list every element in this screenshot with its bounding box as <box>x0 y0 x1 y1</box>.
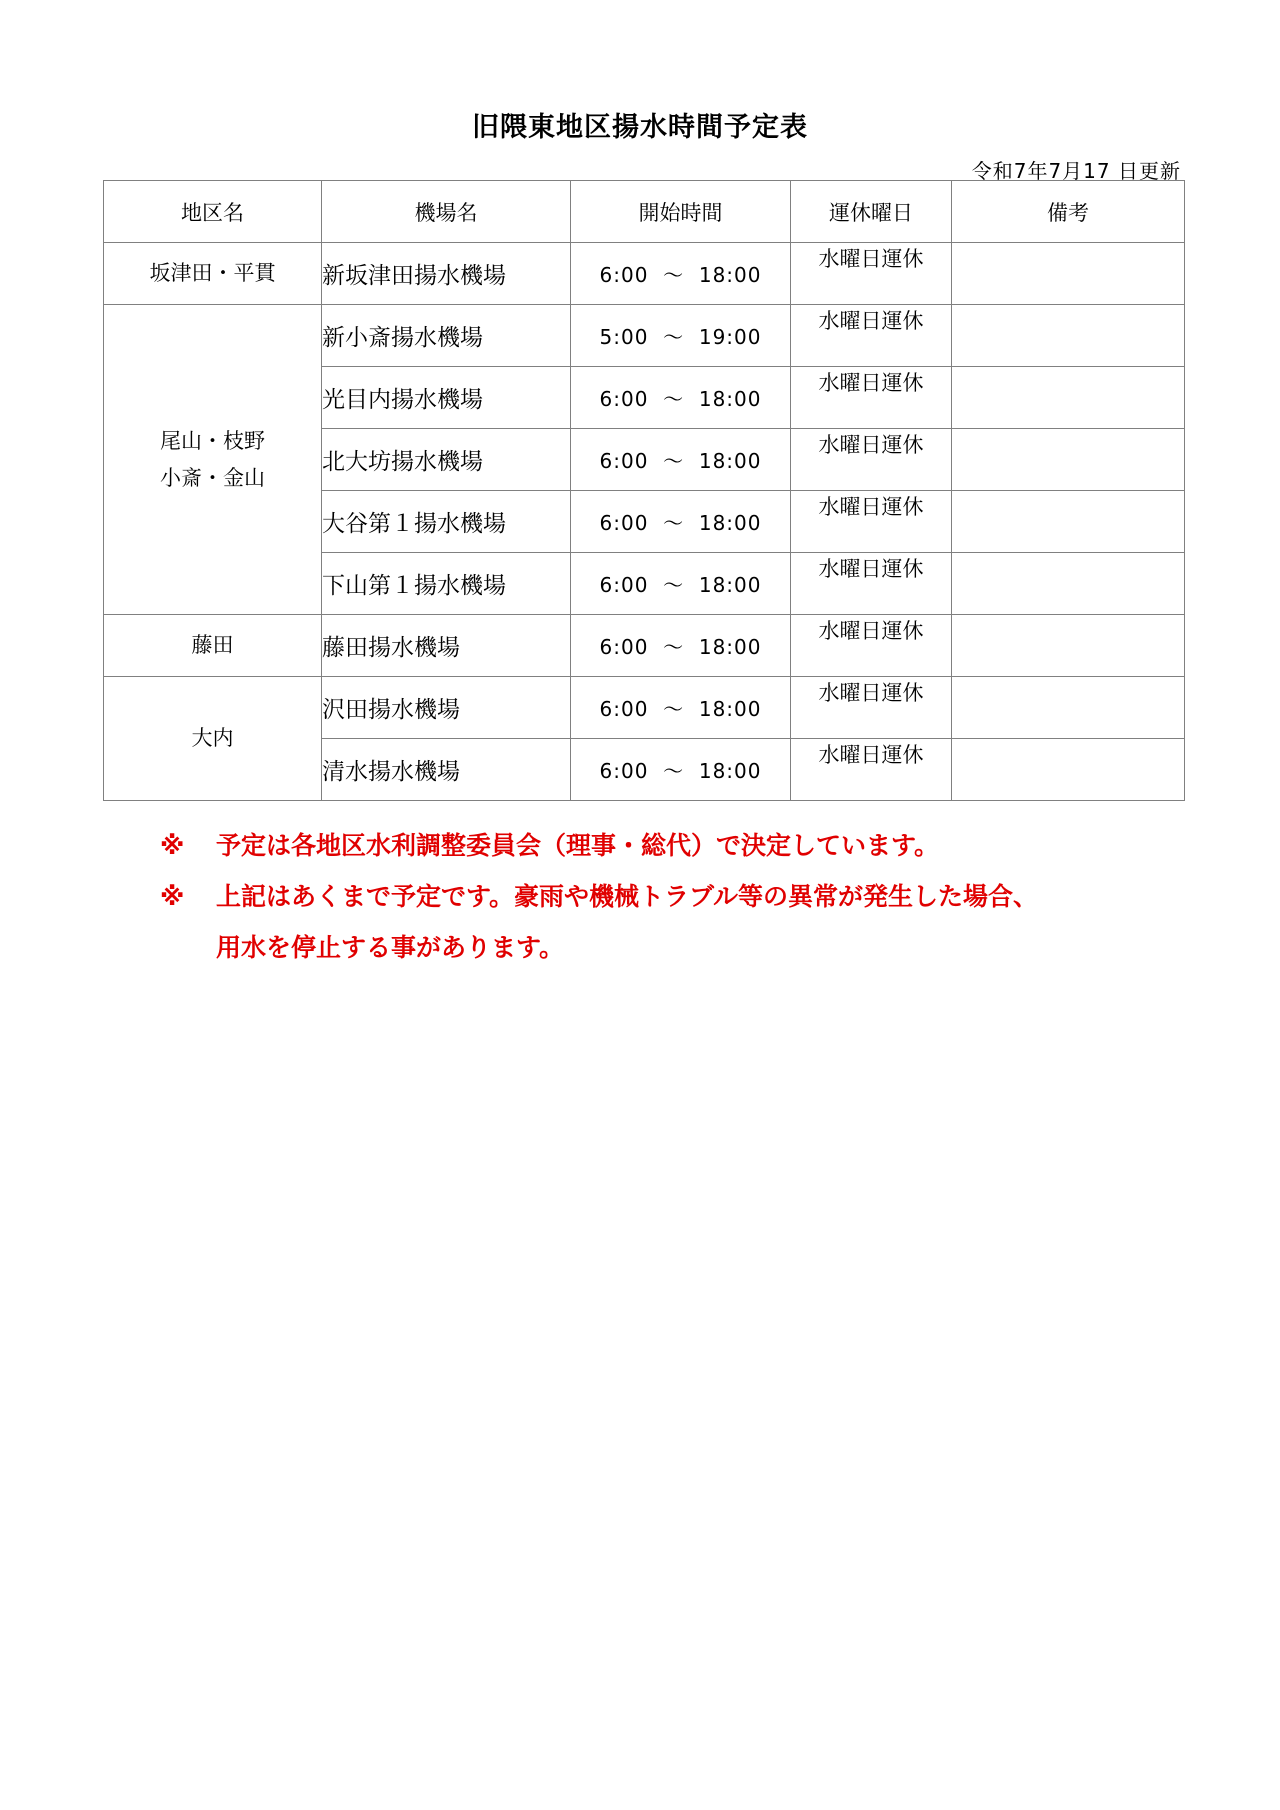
header-notes: 備考 <box>952 181 1185 243</box>
station-name: 光目内揚水機場 <box>322 367 571 429</box>
operating-time: 6:00 ～ 18:00 <box>571 429 791 491</box>
district-name: 藤田 <box>191 633 234 657</box>
notes-cell <box>952 367 1185 429</box>
operating-time: 6:00 ～ 18:00 <box>571 491 791 553</box>
station-name: 北大坊揚水機場 <box>322 429 571 491</box>
note-text: 上記はあくまで予定です。豪雨や機械トラブル等の異常が発生した場合、 <box>216 882 1039 911</box>
operating-time: 6:00 ～ 18:00 <box>571 243 791 305</box>
page-title: 旧隈東地区揚水時間予定表 <box>472 112 808 143</box>
district-name: 坂津田・平貫 <box>149 261 276 285</box>
district-cell <box>104 615 322 677</box>
table-row <box>104 305 1185 367</box>
update-date: 令和7年7月17 日更新 <box>971 159 1181 183</box>
notes-cell <box>952 429 1185 491</box>
note-line-1 <box>160 826 939 862</box>
district-cell <box>104 305 322 615</box>
note-text: 予定は各地区水利調整委員会（理事・総代）で決定しています。 <box>216 831 940 860</box>
station-name: 清水揚水機場 <box>322 739 571 801</box>
closed-day: 水曜日運休 <box>791 305 952 367</box>
closed-day: 水曜日運休 <box>791 491 952 553</box>
notes-cell <box>952 243 1185 305</box>
notes-cell <box>952 677 1185 739</box>
closed-day: 水曜日運休 <box>791 615 952 677</box>
header-station: 機場名 <box>322 181 571 243</box>
notes-cell <box>952 305 1185 367</box>
notes-cell <box>952 553 1185 615</box>
district-name: 小斎・金山 <box>160 465 265 490</box>
header-district: 地区名 <box>104 181 322 243</box>
schedule-table <box>103 180 1185 801</box>
note-line-2 <box>160 877 1038 913</box>
reference-mark: ※ <box>160 882 185 911</box>
operating-time: 6:00 ～ 18:00 <box>571 739 791 801</box>
district-name: 大内 <box>191 726 234 750</box>
district-name: 尾山・枝野 <box>160 428 265 453</box>
header-start-time: 開始時間 <box>571 181 791 243</box>
closed-day: 水曜日運休 <box>791 553 952 615</box>
station-name: 藤田揚水機場 <box>322 615 571 677</box>
header-closed-day: 運休曜日 <box>791 181 952 243</box>
district-cell <box>104 677 322 801</box>
operating-time: 5:00 ～ 19:00 <box>571 305 791 367</box>
station-name: 大谷第１揚水機場 <box>322 491 571 553</box>
closed-day: 水曜日運休 <box>791 243 952 305</box>
closed-day: 水曜日運休 <box>791 739 952 801</box>
table-header-row <box>104 181 1185 243</box>
notes-cell <box>952 739 1185 801</box>
operating-time: 6:00 ～ 18:00 <box>571 553 791 615</box>
operating-time: 6:00 ～ 18:00 <box>571 615 791 677</box>
operating-time: 6:00 ～ 18:00 <box>571 677 791 739</box>
station-name: 新坂津田揚水機場 <box>322 243 571 305</box>
table-row <box>104 243 1185 305</box>
table-row <box>104 677 1185 739</box>
note-line-3 <box>216 928 564 964</box>
station-name: 新小斎揚水機場 <box>322 305 571 367</box>
operating-time: 6:00 ～ 18:00 <box>571 367 791 429</box>
closed-day: 水曜日運休 <box>791 367 952 429</box>
table-row <box>104 615 1185 677</box>
reference-mark: ※ <box>160 831 185 860</box>
closed-day: 水曜日運休 <box>791 677 952 739</box>
station-name: 沢田揚水機場 <box>322 677 571 739</box>
district-cell <box>104 243 322 305</box>
note-text: 用水を停止する事があります。 <box>216 933 565 962</box>
closed-day: 水曜日運休 <box>791 429 952 491</box>
notes-cell <box>952 491 1185 553</box>
notes-cell <box>952 615 1185 677</box>
station-name: 下山第１揚水機場 <box>322 553 571 615</box>
